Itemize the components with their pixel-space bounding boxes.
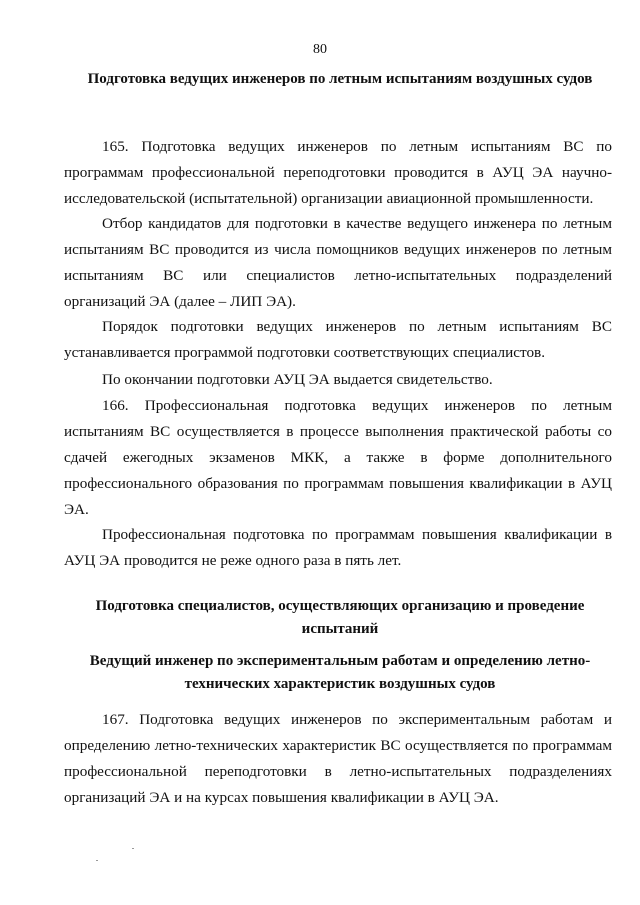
- section-heading-experimental-engineer: Ведущий инженер по экспериментальным работам и определению летно-технических характеристик воздушных судов: [89, 653, 591, 692]
- paragraph-165-1: 165. Подготовка ведущих инженеров по летным испытаниям ВС по программам профессиональной переподготовки проводится в АУЦ ЭА научно-исследовательской (испытательной) организации авиационной промышленности.: [64, 138, 612, 207]
- paragraph-166-2: Профессиональная подготовка по программам повышения квалификации в АУЦ ЭА проводится не реже одного раза в пять лет.: [64, 526, 612, 569]
- page-number: 80: [313, 42, 327, 57]
- scan-speck: [96, 860, 98, 861]
- paragraph-165-4: По окончании подготовки АУЦ ЭА выдается свидетельство.: [102, 371, 493, 388]
- scan-speck: [132, 848, 134, 849]
- section-heading-flight-test-engineers: Подготовка ведущих инженеров по летным испытаниям воздушных судов: [87, 71, 593, 87]
- paragraph-165-2: Отбор кандидатов для подготовки в качестве ведущего инженера по летным испытаниям ВС проводится из числа помощников ведущих инженеров по летным испытаниям ВС или специалистов летно-испытательных подразделений организаций ЭА (далее – ЛИП ЭА).: [64, 215, 612, 310]
- section-heading-test-organization: Подготовка специалистов, осуществляющих организацию и проведение испытаний: [95, 598, 585, 637]
- paragraph-166-1: 166. Профессиональная подготовка ведущих инженеров по летным испытаниям ВС осуществляется в процессе выполнения практической работы со сдачей ежегодных экзаменов МКК, а также в форме дополнительного профессионального образования по программам повышения квалификации в АУЦ ЭА.: [64, 397, 612, 518]
- paragraph-165-3: Порядок подготовки ведущих инженеров по летным испытаниям ВС устанавливается программой подготовки соответствующих специалистов.: [64, 318, 612, 361]
- paragraph-167: 167. Подготовка ведущих инженеров по экспериментальным работам и определению летно-технических характеристик ВС осуществляется по программам профессиональной переподготовки в летно-испытательных подразделениях организаций ЭА и на курсах повышения квалификации в АУЦ ЭА.: [64, 711, 612, 806]
